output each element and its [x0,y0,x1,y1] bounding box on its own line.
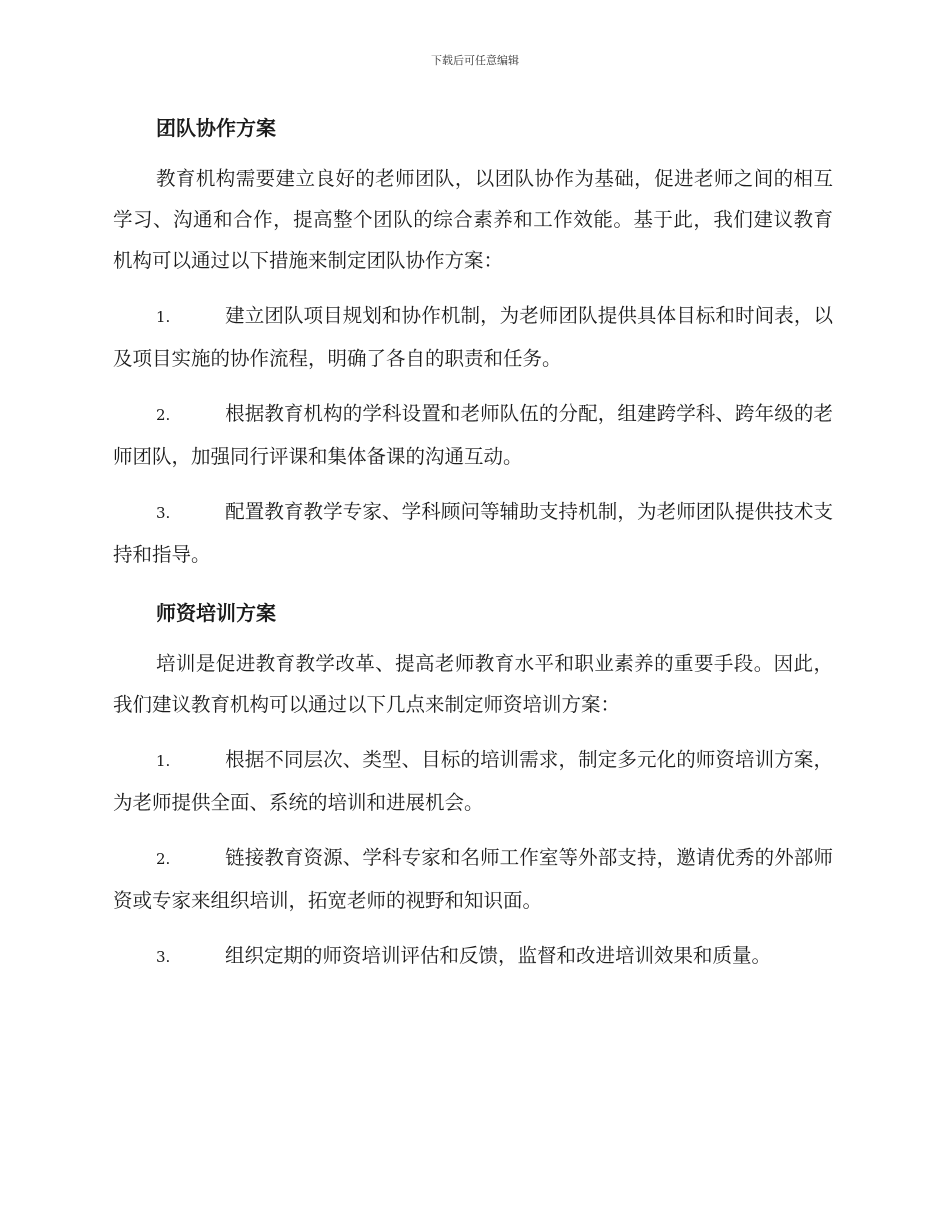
list-item-text: 根据教育机构的学科设置和老师队伍的分配，组建跨学科、跨年级的老师团队，加强同行评课和集体备课的沟通互动。 [113,402,833,468]
section-heading: 团队协作方案 [156,116,276,140]
list-item [113,393,833,477]
section-team-collaboration [113,108,833,575]
document-body [113,108,833,992]
section-intro-paragraph: 教育机构需要建立良好的老师团队，以团队协作为基础，促进老师之间的相互学习、沟通和合作，提高整个团队的综合素养和工作效能。基于此，我们建议教育机构可以通过以下措施来制定团队协作方案： [113,167,833,272]
list-number: 2. [156,850,171,868]
list-item-text: 建立团队项目规划和协作机制，为老师团队提供具体目标和时间表，以及项目实施的协作流程，明确了各自的职责和任务。 [113,304,833,370]
list-number: 1. [156,308,171,326]
list-number: 3. [156,504,171,522]
list-item [113,837,833,921]
list-item-text: 配置教育教学专家、学科顾问等辅助支持机制，为老师团队提供技术支持和指导。 [113,500,833,566]
list-number: 3. [156,948,171,966]
list-item-text: 根据不同层次、类型、目标的培训需求，制定多元化的师资培训方案，为老师提供全面、系统的培训和进展机会。 [113,748,833,814]
page-header-note: 下载后可任意编辑 [431,54,519,67]
list-item [113,935,833,978]
list-number: 2. [156,406,171,424]
section-heading: 师资培训方案 [156,601,276,625]
list-item [113,739,833,823]
list-item [113,295,833,379]
list-item [113,491,833,575]
list-number: 1. [156,752,171,770]
section-teacher-training [113,593,833,978]
list-item-text: 组织定期的师资培训评估和反馈，监督和改进培训效果和质量。 [225,944,772,967]
list-item-text: 链接教育资源、学科专家和名师工作室等外部支持，邀请优秀的外部师资或专家来组织培训，拓宽老师的视野和知识面。 [113,846,833,912]
section-intro-paragraph: 培训是促进教育教学改革、提高老师教育水平和职业素养的重要手段。因此，我们建议教育机构可以通过以下几点来制定师资培训方案： [113,652,833,716]
